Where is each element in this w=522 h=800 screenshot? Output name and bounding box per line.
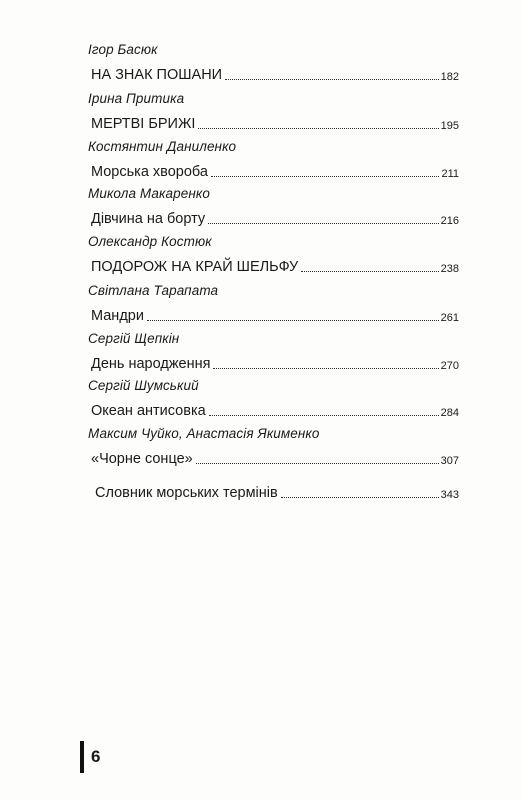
entry-title-row[interactable] [91, 305, 459, 325]
dot-leader [211, 175, 440, 177]
entry-title: Морська хвороба [91, 164, 208, 180]
entry-title-row[interactable] [91, 113, 459, 133]
entry-author: Ігор Басюк [88, 42, 158, 57]
dot-leader [208, 222, 439, 224]
dot-leader [198, 127, 438, 129]
entry-author: Ірина Притика [88, 91, 185, 106]
entry-title-row[interactable] [91, 64, 459, 84]
entry-title: «Чорне сонце» [91, 451, 193, 467]
entry-title-row[interactable] [91, 208, 459, 228]
entry-title: ПОДОРОЖ НА КРАЙ ШЕЛЬФУ [91, 259, 299, 275]
entry-title-row[interactable] [91, 161, 459, 181]
entry-author: Сергій Шумський [88, 378, 199, 393]
entry-title-row[interactable] [95, 482, 459, 502]
entry-page-number: 284 [440, 407, 459, 419]
entry-title: Мандри [91, 308, 144, 324]
entry-author: Сергій Щепкін [88, 331, 180, 346]
entry-author: Світлана Тарапата [88, 283, 219, 298]
entry-title-row[interactable] [91, 400, 459, 420]
entry-title-row[interactable] [91, 353, 459, 373]
entry-page-number: 216 [440, 215, 459, 227]
entry-author: Микола Макаренко [88, 186, 210, 201]
dot-leader [147, 319, 439, 321]
entry-page-number: 182 [440, 71, 459, 83]
entry-title-row[interactable] [91, 256, 459, 276]
entry-page-number: 211 [441, 168, 459, 180]
entry-author: Максим Чуйко, Анастасія Якименко [88, 426, 320, 441]
entry-title: МЕРТВІ БРИЖІ [91, 116, 196, 132]
entry-page-number: 195 [440, 120, 459, 132]
page-number: 6 [91, 747, 101, 766]
page-number-bar [80, 741, 84, 773]
dot-leader [225, 78, 439, 80]
entry-title: Океан антисовка [91, 403, 206, 419]
entry-title: НА ЗНАК ПОШАНИ [91, 67, 223, 83]
glossary-title: Словник морських термінів [95, 485, 278, 501]
dot-leader [213, 367, 438, 369]
entry-page-number: 307 [440, 455, 459, 467]
dot-leader [209, 414, 439, 416]
dot-leader [196, 462, 439, 464]
entry-page-number: 261 [440, 312, 459, 324]
entry-title: День народження [91, 356, 211, 372]
entry-author: Олександр Костюк [88, 234, 212, 249]
entry-page-number: 270 [440, 360, 459, 372]
entry-page-number: 238 [440, 263, 459, 275]
dot-leader [281, 496, 439, 498]
dot-leader [301, 270, 438, 272]
entry-title: Дівчина на борту [91, 211, 206, 227]
entry-title-row[interactable] [91, 448, 459, 468]
glossary-page-number: 343 [440, 489, 459, 501]
entry-author: Костянтин Даниленко [88, 139, 237, 154]
